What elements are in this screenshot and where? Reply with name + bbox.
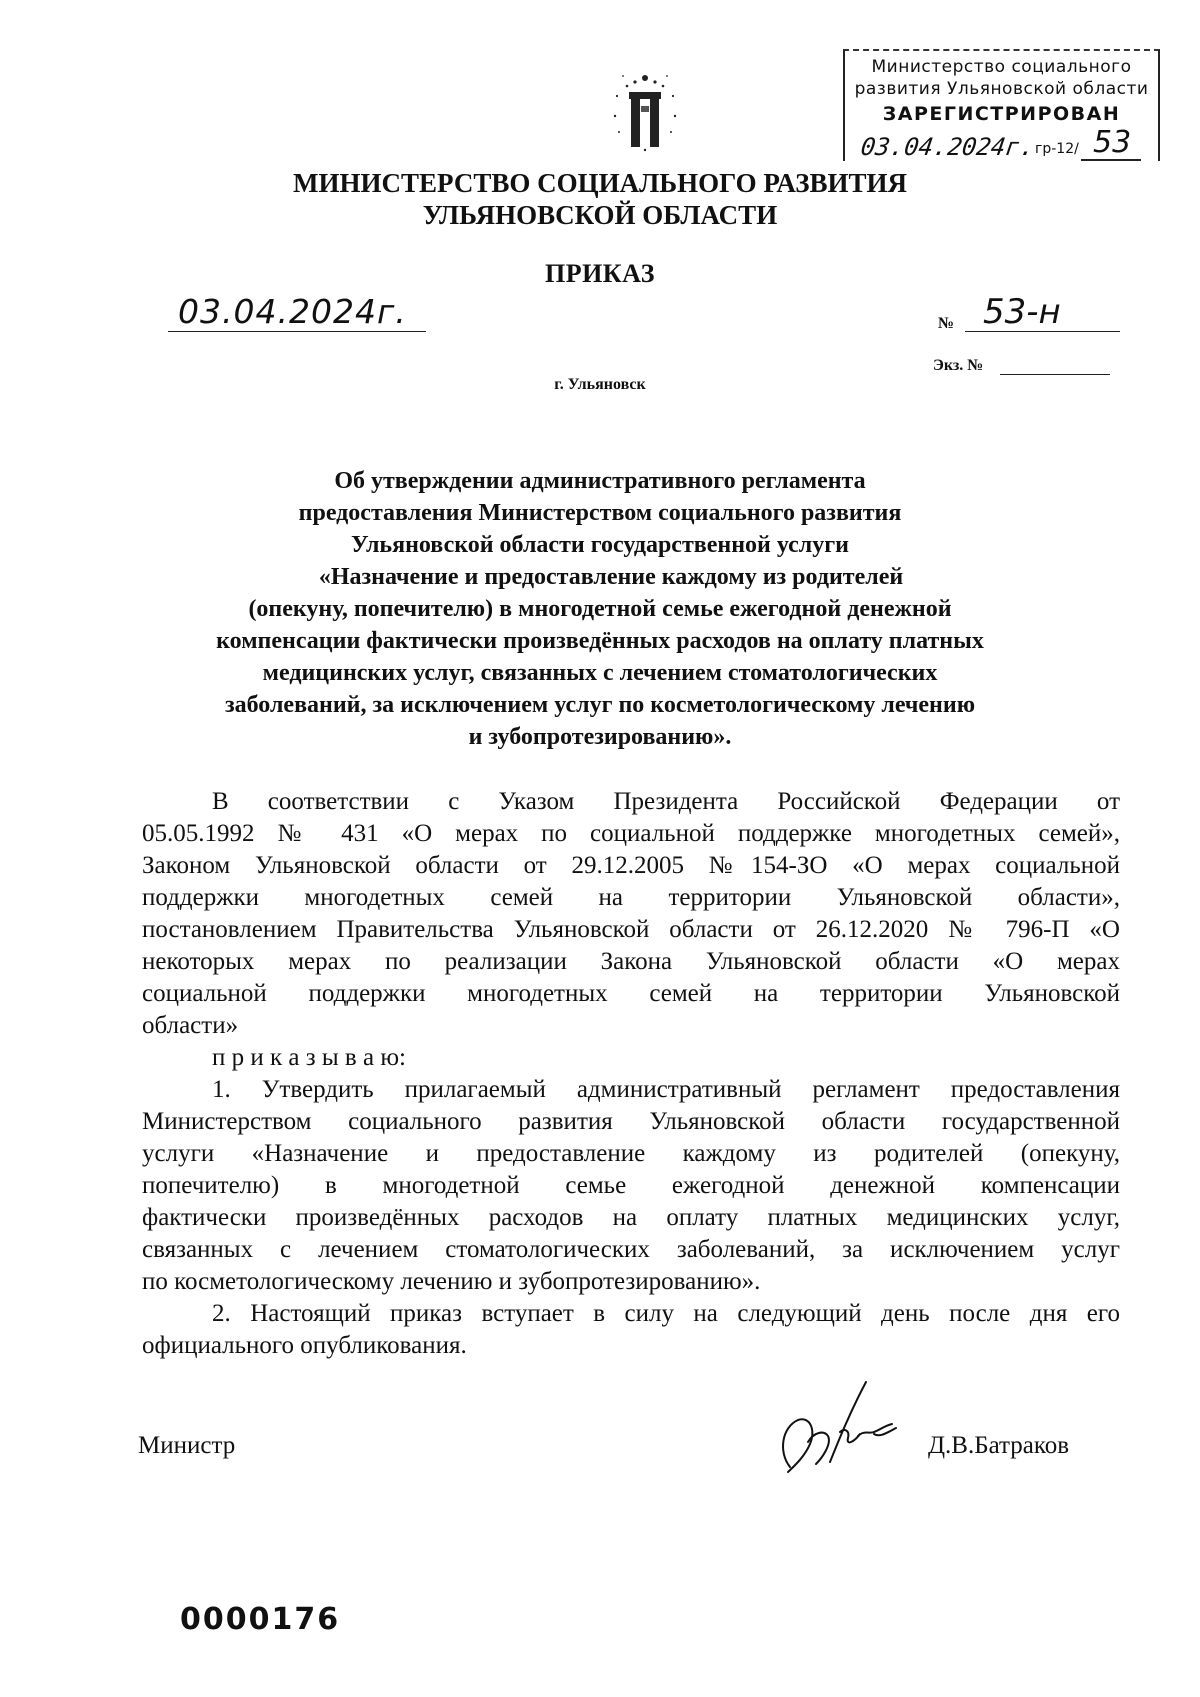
stamp-gr: гр-12/ xyxy=(1035,141,1079,157)
title-line: «Назначение и предоставление каждому из родителей xyxy=(318,564,904,590)
item-line: официального опубликования. xyxy=(142,1332,467,1359)
document-type: ПРИКАЗ xyxy=(544,259,656,288)
item-line: 1. Утвердить прилагаемый административный регламент предоставления xyxy=(212,1076,1120,1103)
registration-stamp xyxy=(843,49,1160,161)
handwritten-signature-icon xyxy=(770,1372,930,1482)
stamp-number-underline xyxy=(1081,159,1141,161)
preamble-line: социальной поддержки многодетных семей на территории Ульяновской xyxy=(142,980,1120,1007)
preamble-line: некоторых мерах по реализации Закона Ульяновской области «О мерах xyxy=(142,948,1120,975)
stamp-registered: ЗАРЕГИСТРИРОВАН xyxy=(882,103,1121,125)
stamp-number: 53 xyxy=(1093,125,1132,160)
order-number-underline xyxy=(965,331,1120,332)
title-line: компенсации фактически произведённых расходов на оплату платных xyxy=(216,628,984,654)
city: г. Ульяновск xyxy=(554,376,646,393)
item-line: по косметологическому лечению и зубопротезированию». xyxy=(142,1268,761,1295)
title-line: Об утверждении административного регламента xyxy=(334,468,866,494)
preamble-line: Законом Ульяновской области от 29.12.2005 №154-ЗО «О мерах социальной xyxy=(142,852,1120,879)
preamble-line: В соответствии с Указом Президента Российской Федерации от xyxy=(212,788,1120,815)
item-line: связанных с лечением стоматологических заболеваний, за исключением услуг xyxy=(142,1236,1120,1263)
preamble-line: поддержки многодетных семей на территории Ульяновской области», xyxy=(142,884,1120,911)
preamble-line: области» xyxy=(142,1012,239,1039)
ministry-name-line2: УЛЬЯНОВСКОЙ ОБЛАСТИ xyxy=(422,200,778,230)
order-number: 53-н xyxy=(983,292,1061,332)
item-line: 2. Настоящий приказ вступает в силу на следующий день после дня его xyxy=(212,1300,1120,1327)
coat-of-arms-icon xyxy=(605,66,685,154)
document-serial-number: 0000176 xyxy=(180,1602,341,1637)
title-line: (опекуну, попечителю) в многодетной семье ежегодной денежной xyxy=(248,596,952,622)
stamp-ministry-line2: развития Ульяновской области xyxy=(854,79,1149,99)
title-line: медицинских услуг, связанных с лечением стоматологических xyxy=(262,660,938,686)
item-line: фактически произведённых расходов на оплату платных медицинских услуг, xyxy=(142,1204,1120,1231)
title-line: заболеваний, за исключением услуг по косметологическому лечению xyxy=(224,692,976,718)
stamp-ministry-line1: Министерство социального xyxy=(871,57,1132,77)
ministry-name-line1: МИНИСТЕРСТВО СОЦИАЛЬНОГО РАЗВИТИЯ xyxy=(293,168,907,198)
order-date-underline xyxy=(168,331,426,332)
signer-position: Министр xyxy=(138,1432,236,1459)
title-line: Ульяновской области государственной услуги xyxy=(351,532,849,558)
order-word: п р и к а з ы в а ю: xyxy=(212,1044,406,1071)
item-line: Министерством социального развития Ульяновской области государственной xyxy=(142,1108,1120,1135)
order-date: 03.04.2024г. xyxy=(178,292,407,331)
copy-number-label: Экз. № xyxy=(933,357,984,374)
stamp-date: 03.04.2024г. xyxy=(859,133,1037,161)
title-line: и зубопротезированию». xyxy=(468,724,732,750)
item-line: услуги «Назначение и предоставление каждому из родителей (опекуну, xyxy=(142,1140,1120,1167)
signer-name: Д.В.Батраков xyxy=(928,1432,1070,1459)
preamble-line: постановлением Правительства Ульяновской области от 26.12.2020 № 796-П «О xyxy=(142,916,1120,943)
item-line: попечителю) в многодетной семье ежегодной денежной компенсации xyxy=(142,1172,1120,1199)
order-number-sign: № xyxy=(938,315,955,332)
preamble-line: 05.05.1992 № 431 «О мерах по социальной поддержке многодетных семей», xyxy=(142,820,1120,847)
copy-number-underline xyxy=(1000,374,1110,375)
title-line: предоставления Министерством социального развития xyxy=(298,500,902,526)
